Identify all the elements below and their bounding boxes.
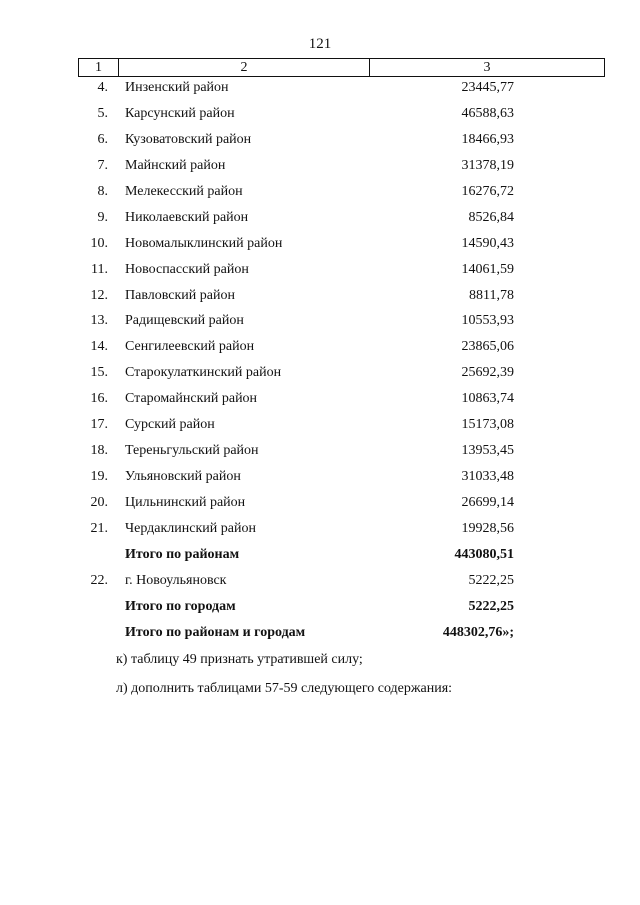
table-row [0, 363, 640, 389]
row-value: 10863,74 [461, 391, 514, 407]
table-row [0, 130, 640, 156]
row-value: 26699,14 [461, 495, 514, 510]
row-value: 19928,56 [461, 520, 514, 536]
table-row [0, 156, 640, 182]
total-row [0, 597, 640, 623]
row-number: 12. [90, 287, 108, 303]
page-number: 121 [308, 36, 332, 52]
row-value: 8811,78 [469, 287, 514, 303]
row-value: 25692,39 [461, 365, 514, 381]
table-row [0, 234, 640, 260]
header-col-2: 2 [119, 59, 370, 77]
table-row [0, 467, 640, 493]
table-row [0, 182, 640, 208]
table-row [0, 311, 640, 337]
table-row [0, 571, 640, 597]
note-k: к) таблицу 49 признать утратившей силу; [116, 652, 363, 667]
row-value: 18466,93 [461, 131, 514, 147]
row-value: 16276,72 [461, 183, 514, 199]
row-name: Кузоватовский район [125, 131, 252, 147]
row-name: Сенгилеевский район [125, 339, 255, 355]
row-number: 9. [97, 209, 108, 225]
row-name: Майнский район [125, 157, 226, 173]
row-value: 8526,84 [468, 209, 514, 225]
row-name: г. Новоульяновск [125, 572, 227, 588]
row-number: 13. [90, 313, 108, 329]
row-name: Новоспасский район [125, 261, 249, 277]
row-number: 10. [90, 235, 108, 251]
row-value: 10553,93 [461, 313, 514, 329]
row-value: 5222,25 [468, 598, 514, 614]
table-row [0, 260, 640, 286]
row-name: Цильнинский район [125, 495, 246, 510]
row-value: 31378,19 [461, 157, 514, 173]
row-number: 8. [97, 183, 108, 199]
row-name: Николаевский район [125, 209, 249, 225]
row-number: 5. [97, 105, 108, 121]
table-row [0, 389, 640, 415]
row-name: Карсунский район [125, 105, 235, 121]
row-number: 16. [90, 391, 108, 407]
row-name: Чердаклинский район [125, 520, 256, 536]
row-name: Сурский район [125, 417, 215, 433]
table-row [0, 286, 640, 312]
row-value: 13953,45 [461, 443, 514, 459]
row-name: Итого по районам и городам [125, 624, 306, 640]
row-name: Мелекесский район [125, 183, 243, 199]
row-number: 7. [97, 157, 108, 173]
row-value: 5222,25 [468, 572, 514, 588]
row-value: 23865,06 [461, 339, 514, 355]
row-number: 18. [90, 443, 108, 459]
row-number: 17. [90, 417, 108, 433]
row-number: 14. [90, 339, 108, 355]
total-row [0, 545, 640, 571]
row-number: 20. [90, 495, 108, 510]
row-value: 443080,51 [454, 546, 514, 562]
row-name: Старокулаткинский район [125, 365, 282, 381]
row-value: 14590,43 [461, 235, 514, 251]
row-value: 448302,76»; [442, 624, 514, 640]
table-row [0, 519, 640, 545]
row-value: 14061,59 [461, 261, 514, 277]
row-value: 23445,77 [461, 80, 514, 95]
row-value: 31033,48 [461, 469, 514, 485]
table-row [0, 493, 640, 519]
header-col-1: 1 [79, 59, 119, 77]
total-row [0, 623, 640, 649]
row-name: Старомайнский район [125, 391, 258, 407]
table-body [0, 78, 640, 649]
row-number: 21. [90, 520, 108, 536]
note-l: л) дополнить таблицами 57-59 следующего содержания: [116, 681, 453, 696]
row-name: Тереньгульский район [125, 443, 259, 459]
table-row [0, 337, 640, 363]
table-header [78, 58, 605, 77]
table-row [0, 441, 640, 467]
row-value: 15173,08 [461, 417, 514, 433]
row-name: Инзенский район [125, 80, 229, 95]
notes [116, 650, 452, 708]
row-name: Итого по городам [125, 598, 236, 614]
row-name: Павловский район [125, 287, 235, 303]
row-number: 11. [91, 261, 108, 277]
row-number: 6. [97, 131, 108, 147]
row-number: 19. [90, 469, 108, 485]
table-row [0, 208, 640, 234]
row-name: Итого по районам [125, 546, 240, 562]
row-number: 22. [90, 572, 108, 588]
header-col-3: 3 [370, 59, 605, 77]
row-name: Ульяновский район [125, 469, 241, 485]
row-name: Новомалыклинский район [125, 235, 283, 251]
table-row [0, 415, 640, 441]
row-name: Радищевский район [125, 313, 244, 329]
row-number: 15. [90, 365, 108, 381]
row-value: 46588,63 [461, 105, 514, 121]
row-number: 4. [97, 80, 108, 95]
table-row [0, 104, 640, 130]
table-row [0, 78, 640, 104]
